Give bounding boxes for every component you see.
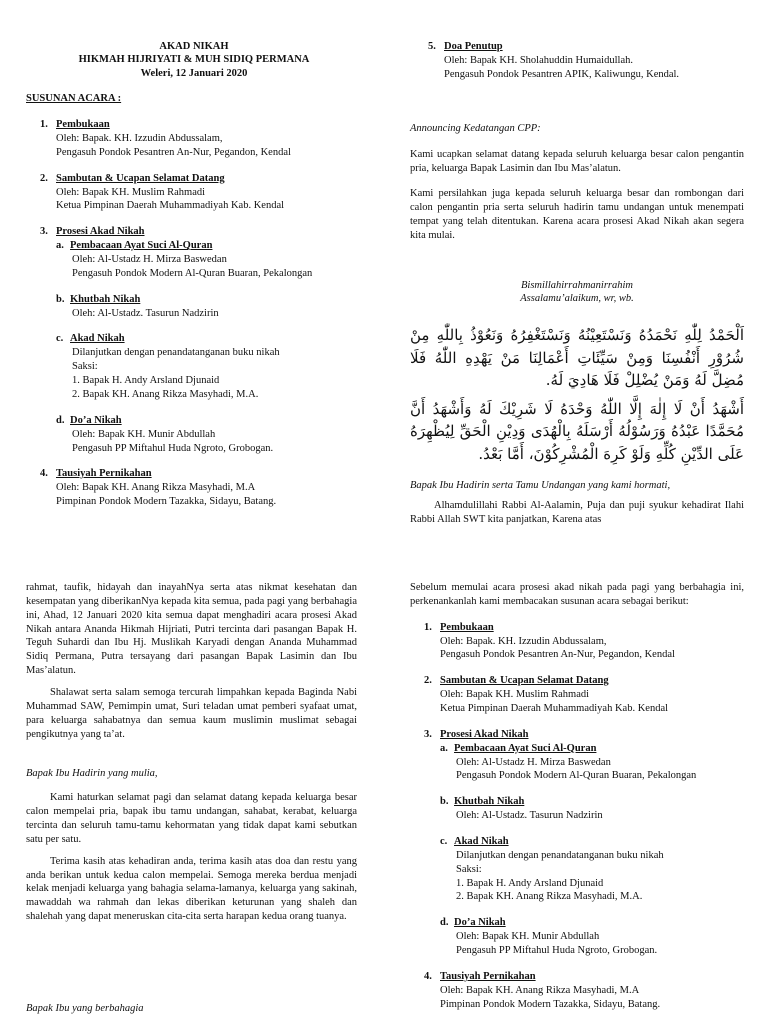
- detail-line: Dilanjutkan dengan penandatanganan buku nikah: [72, 347, 280, 359]
- item-title: Tausiyah Pernikahan: [440, 970, 536, 982]
- agenda-item-heading: [40, 172, 362, 186]
- agenda-item-heading: [424, 621, 744, 635]
- sub-item-title: Do’a Nikah: [454, 917, 506, 929]
- sub-item-heading: [56, 332, 362, 346]
- sub-item-title: Khutbah Nikah: [454, 796, 525, 808]
- sub-item-details: [440, 809, 744, 823]
- agenda-sub-item: [40, 239, 362, 281]
- item-number: 1.: [40, 119, 48, 131]
- item-details: [40, 186, 362, 214]
- agenda-sub-item: [424, 835, 744, 904]
- detail-line: Pengasuh PP Miftahul Huda Ngroto, Grobogan.: [456, 945, 658, 957]
- sub-item-heading: [440, 742, 744, 756]
- agenda-item: [410, 728, 744, 958]
- detail-line: Pengasuh Pondok Modern Al-Quran Buaran, Pekalongan: [72, 267, 313, 279]
- sub-item-letter: c.: [56, 333, 64, 345]
- bismillah: Bismillahirrahmanirrahim: [520, 279, 633, 291]
- detail-line: Dilanjutkan dengan penandatanganan buku nikah: [456, 849, 664, 861]
- sub-item-letter: b.: [56, 293, 65, 305]
- sub-item-details: [56, 346, 362, 401]
- opening-paragraph: Alhamdulillahi Rabbi Al-Aalamin, Puja dan puji syukur kehadirat Ilahi Rabbi Allah SWT kita panjatkan, Karena atas: [410, 500, 744, 526]
- agenda-item-heading: [424, 674, 744, 688]
- top-left-page: [26, 40, 362, 509]
- item-title: Sambutan & Ucapan Selamat Datang: [440, 675, 609, 687]
- item-details: [40, 481, 362, 509]
- detail-line: Oleh: Al-Ustadz H. Mirza Baswedan: [72, 254, 227, 266]
- detail-line: 2. Bapak KH. Anang Rikza Masyhadi, M.A.: [72, 388, 259, 400]
- sub-item-details: [56, 253, 362, 281]
- item-title: Pembukaan: [56, 119, 110, 131]
- sub-item-details: [56, 307, 362, 321]
- sub-item-letter: a.: [440, 742, 448, 754]
- detail-line: Pengasuh Pondok Pesantren An-Nur, Pegandon, Kendal: [56, 146, 291, 158]
- agenda-item: [26, 118, 362, 160]
- arabic-opening-1: اَلْحَمْدُ لِلّٰهِ نَحْمَدُهُ وَنَسْتَعِيْنُهُ وَنَسْتَغْفِرُهُ وَنَعُوْذُ بِاللّٰهِ مِنْ شُرُوْرِ أَنْفُسِنَا وَمِنْ سَيِّئَاتِ أَعْمَالِنَا مَنْ يَهْدِهِ اللّٰهُ فَلَا مُضِلَّ لَهُ وَمَنْ يُضْلِلْ فَلَا هَادِيَ لَهُ.: [410, 326, 744, 390]
- announce-paragraph-2: Kami persilahkan juga kepada seluruh keluarga besar dan rombongan dari calon pengantin pria serta seluruh hadirin tamu undangan untuk menempati tempat yang telah ditentukan. Karena acara prosesi Akad Nikah akan segera kita mulai.: [410, 188, 744, 241]
- detail-line: Pimpinan Pondok Modern Tazakka, Sidayu, Batang.: [56, 496, 277, 508]
- sub-item-heading: [440, 916, 744, 930]
- item-title: Tausiyah Pernikahan: [56, 468, 152, 480]
- sub-item-title: Akad Nikah: [70, 333, 125, 345]
- item-title: Sambutan & Ucapan Selamat Datang: [56, 172, 225, 184]
- agenda-sub-item: [424, 742, 744, 784]
- sub-item-title: Pembacaan Ayat Suci Al-Quran: [454, 742, 597, 754]
- agenda-list: [410, 621, 744, 1012]
- detail-line: Ketua Pimpinan Daerah Muhammadiyah Kab. Kendal: [56, 200, 285, 212]
- body-paragraph-3: Kami haturkan selamat pagi dan selamat datang kepada keluarga besar calon mempelai pria, bapak ibu tamu undangan, sahabat, kerabat, keluarga tercinta dan seluruh tamu-tamu kehormatan yang tidak dapat kami sebutkan satu per satu.: [26, 792, 357, 845]
- detail-line: Pengasuh Pondok Modern Al-Quran Buaran, Pekalongan: [456, 770, 697, 782]
- detail-line: Pengasuh Pondok Pesantren An-Nur, Pegandon, Kendal: [440, 649, 675, 661]
- item-title: Prosesi Akad Nikah: [440, 728, 529, 740]
- agenda-item: [410, 970, 744, 1012]
- item-details: [424, 688, 744, 716]
- agenda-item-heading: [40, 467, 362, 481]
- agenda-item: [26, 467, 362, 509]
- detail-line: Pimpinan Pondok Modern Tazakka, Sidayu, Batang.: [440, 998, 661, 1010]
- detail-line: Ketua Pimpinan Daerah Muhammadiyah Kab. Kendal: [440, 703, 669, 715]
- body-paragraph-4: Terima kasih atas kehadiran anda, terima kasih atas doa dan restu yang anda berikan untuk kedua calon mempelai. Semoga mereka berdua menjadi kelak menjadi keluarga yang bahagia selama-lamanya, keluarga yang sakinah, mawaddah wa rahmah dan lekas diberikan keturunan yang shaleh dan shalehah yang dapat meneruskan cita-cita serta harapan kedua orang tuanya.: [26, 855, 357, 923]
- item-number: 2.: [40, 172, 48, 184]
- detail-line: Pengasuh PP Miftahul Huda Ngroto, Grobogan.: [72, 442, 274, 454]
- detail-line: 2. Bapak KH. Anang Rikza Masyhadi, M.A.: [456, 891, 643, 903]
- sub-item-title: Khutbah Nikah: [70, 293, 141, 305]
- item-number: 3.: [40, 226, 48, 238]
- arabic-opening-2: أَشْهَدُ أَنْ لَا إِلٰهَ إِلَّا اللّٰهُ وَحْدَهُ لَا شَرِيْكَ لَهُ وَأَشْهَدُ أَنَّ مُحَمَّدًا عَبْدُهُ وَرَسُوْلُهُ أَرْسَلَهُ بِالْهُدَى وَدِيْنِ الْحَقِّ لِيُظْهِرَهُ عَلَى الدِّيْنِ كُلِّهِ وَلَوْ كَرِهَ الْمُشْرِكُوْنَ، أَمَّا بَعْدُ.: [410, 399, 745, 463]
- agenda-item-heading: [424, 728, 744, 742]
- item-title: Pembukaan: [440, 621, 494, 633]
- detail-line: Oleh: Al-Ustadz. Tasurun Nadzirin: [456, 810, 603, 822]
- item-number: 2.: [424, 675, 432, 687]
- detail-line: Oleh: Bapak KH. Anang Rikza Masyhadi, M.A: [440, 984, 640, 996]
- detail-line: Oleh: Bapak KH. Muslim Rahmadi: [56, 186, 206, 198]
- salam: Assalamu’alaikum, wr, wb.: [520, 293, 634, 305]
- agenda-item-heading: [424, 970, 744, 984]
- detail-line: Oleh: Bapak. KH. Izzudin Abdussalam,: [56, 133, 223, 145]
- agenda-sub-item: [40, 293, 362, 321]
- body-paragraph-2: Shalawat serta salam semoga tercurah limpahkan kepada Baginda Nabi Muhammad SAW, Pemimpin umat, Suri teladan umat pemberi syafaat umat, para keluarga sahabatnya dan semua kaum muslimin muslimat sebagai pengikutnya yang ta’at.: [26, 687, 357, 740]
- sub-item-letter: d.: [56, 414, 65, 426]
- sub-item-heading: [56, 239, 362, 253]
- sub-item-letter: b.: [440, 796, 449, 808]
- agenda-item: [410, 621, 744, 663]
- sub-item-details: [440, 756, 744, 784]
- sub-item-title: Akad Nikah: [454, 836, 509, 848]
- detail-line: Oleh: Bapak KH. Munir Abdullah: [456, 931, 600, 943]
- item-number: 3.: [424, 728, 432, 740]
- detail-line: Oleh: Al-Ustadz. Tasurun Nadzirin: [72, 307, 219, 319]
- detail-line: Oleh: Bapak KH. Munir Abdullah: [72, 428, 216, 440]
- agenda-item: [26, 172, 362, 214]
- agenda-list: [26, 118, 362, 509]
- sub-item-heading: [440, 795, 744, 809]
- agenda-sub-item: [424, 795, 744, 823]
- detail-line: Oleh: Bapak KH. Anang Rikza Masyhadi, M.A: [56, 482, 256, 494]
- agenda-item: [410, 674, 744, 716]
- sub-item-letter: c.: [440, 836, 448, 848]
- sub-item-title: Pembacaan Ayat Suci Al-Quran: [70, 240, 213, 252]
- agenda-sub-item: [424, 916, 744, 958]
- sub-item-title: Do’a Nikah: [70, 414, 122, 426]
- document-title: AKAD NIKAH HIKMAH HIJRIYATI & MUH SIDIQ PERMANA Weleri, 12 Januari 2020: [78, 41, 310, 79]
- sub-item-letter: d.: [440, 917, 449, 929]
- detail-line: Saksi:: [456, 863, 482, 875]
- detail-line: Saksi:: [72, 361, 98, 373]
- bottom-left-page: [26, 581, 357, 1016]
- item-number: 4.: [424, 970, 432, 982]
- sub-item-heading: [440, 835, 744, 849]
- agenda-sub-item: [40, 414, 362, 456]
- sub-item-details: [440, 849, 744, 904]
- sub-item-heading: [56, 414, 362, 428]
- greeting-line: Bapak Ibu Hadirin yang mulia,: [26, 768, 158, 780]
- sub-item-heading: [56, 293, 362, 307]
- detail-line: 1. Bapak H. Andy Arsland Djunaid: [456, 877, 604, 889]
- top-right-page: [410, 40, 744, 527]
- cut-off-line: Bapak Ibu yang berbahagia: [26, 1003, 144, 1015]
- announce-heading: Announcing Kedatangan CPP:: [410, 122, 541, 134]
- agenda-heading: SUSUNAN ACARA :: [26, 93, 122, 105]
- item-number: 1.: [424, 621, 432, 633]
- body-paragraph-1: rahmat, taufik, hidayah dan inayahNya serta atas nikmat kesehatan dan kesempatan yang diberikanNya kepada kita semua, pada pagi yang berbahagia ini, Ahad, 12 Januari 2020 kita semua dapat menghadiri acara prosesi Akad Nikah antara Ananda Hikmah Hijriati, Putri tercinta dari pasangan Bapak H. Teguh Suhardi dan Ibu Hj. Muslikah Karyadi dengan Ananda Muhammad Sidiq Permana, Putra tersayang dari pasangan Bapak Lasimin dan Ibu Mas’alatun.: [26, 582, 357, 677]
- agenda-item-heading: [40, 118, 362, 132]
- detail-line: Oleh: Al-Ustadz H. Mirza Baswedan: [456, 756, 611, 768]
- sub-item-details: [440, 930, 744, 958]
- agenda-sub-item: [40, 332, 362, 401]
- sub-item-details: [56, 428, 362, 456]
- agenda-item-5: 5. Doa Penutup Oleh: Bapak KH. Sholahuddin Humaidullah. Pengasuh Pondok Pesantren APIK, Kaliwungu, Kendal.: [428, 41, 680, 80]
- agenda-item: [26, 225, 362, 455]
- sub-item-letter: a.: [56, 240, 64, 252]
- bottom-right-page: [410, 581, 744, 1011]
- agenda-intro: Sebelum memulai acara prosesi akad nikah pada pagi yang berbahagia ini, perkenankanlah kami membacakan susunan acara sebagai berikut:: [410, 582, 744, 607]
- announce-paragraph-1: Kami ucapkan selamat datang kepada seluruh keluarga besar calon pengantin pria, keluarga Bapak Lasimin dan Ibu Mas’alatun.: [410, 149, 744, 175]
- greeting-line: Bapak Ibu Hadirin serta Tamu Undangan yang kami hormati,: [410, 480, 671, 492]
- item-details: [40, 132, 362, 160]
- item-details: [424, 635, 744, 663]
- agenda-item-heading: [40, 225, 362, 239]
- item-details: [424, 984, 744, 1012]
- item-number: 4.: [40, 468, 48, 480]
- detail-line: Oleh: Bapak. KH. Izzudin Abdussalam,: [440, 635, 607, 647]
- detail-line: Oleh: Bapak KH. Muslim Rahmadi: [440, 689, 590, 701]
- detail-line: 1. Bapak H. Andy Arsland Djunaid: [72, 375, 220, 387]
- item-title: Prosesi Akad Nikah: [56, 226, 145, 238]
